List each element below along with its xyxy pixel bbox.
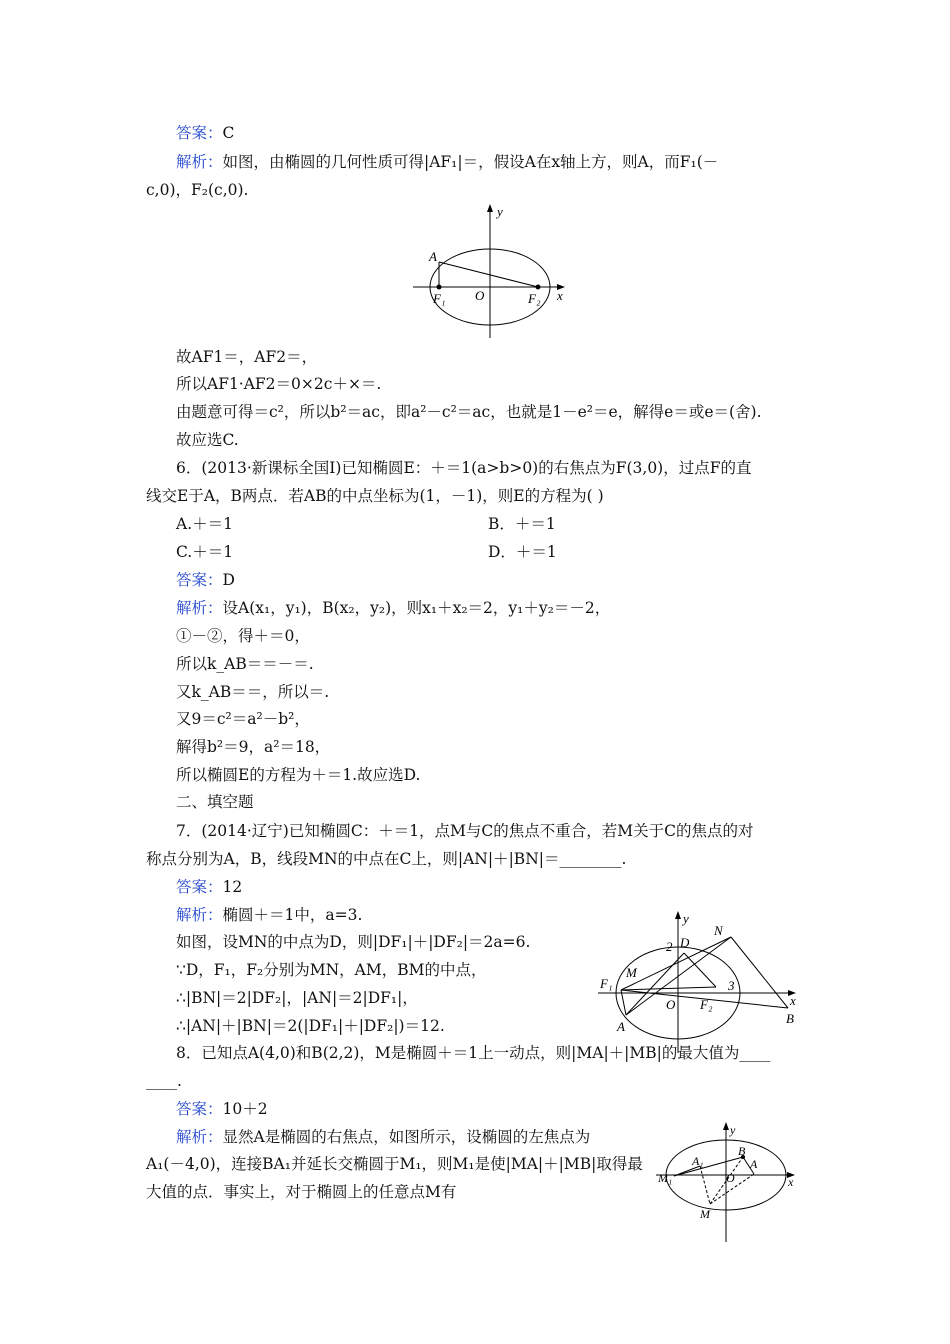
question-7: 7．(2014·辽宁)已知椭圆C：＋＝1，点M与C的焦点不重合，若M关于C的焦点的对 <box>176 822 754 840</box>
point-label-f1: F₁ <box>600 976 613 991</box>
point-label-d: D <box>680 935 690 950</box>
text-line: 线交E于A，B两点．若AB的中点坐标为(1，－1)，则E的方程为( ) <box>146 487 604 505</box>
text-line: ∴|BN|＝2|DF₂|，|AN|＝2|DF₁|， <box>176 989 418 1007</box>
point-label-b: B <box>786 1011 794 1026</box>
text-line: ∴|AN|＋|BN|＝2(|DF₁|＋|DF₂|)＝12. <box>176 1017 445 1035</box>
point-label-a: A <box>617 1019 625 1034</box>
point-label-m: M <box>700 1207 710 1221</box>
question-8: 8．已知点A(4,0)和B(2,2)，M是椭圆＋＝1上一动点，则|MA|＋|MB|的最大值为____ <box>176 1044 771 1062</box>
text-line: c,0)，F₂(c,0). <box>146 181 249 199</box>
answer-line: 答案：10＋2 <box>176 1100 268 1118</box>
text-line: ①－②，得＋＝0， <box>176 627 310 645</box>
point-label-f2: F₂ <box>528 291 541 306</box>
question-6: 6．(2013·新课标全国Ⅰ)已知椭圆E：＋＝1(a>b>0)的右焦点为F(3,0)，过点F的直 <box>176 459 752 477</box>
text-line: A₁(－4,0)，连接BA₁并延长交椭圆于M₁，则M₁是使|MA|＋|MB|取得最 <box>146 1155 643 1173</box>
x-axis-label: x <box>788 1175 794 1189</box>
tick-label-3: 3 <box>728 978 735 993</box>
point-label-a: A <box>750 1157 758 1171</box>
text-line: 解得b²＝9，a²＝18， <box>176 738 331 756</box>
x-axis-label: x <box>790 993 796 1008</box>
y-axis-label: y <box>730 1123 736 1137</box>
text-line: 如图，设MN的中点为D，则|DF₁|＋|DF₂|＝2a=6. <box>176 933 531 951</box>
section-heading: 二、填空题 <box>176 793 254 811</box>
option-c: C.＋＝1 <box>176 543 234 561</box>
origin-label: O <box>726 1171 735 1185</box>
option-d: D．＋＝1 <box>488 543 557 561</box>
analysis-line: 解析：设A(x₁，y₁)，B(x₂，y₂)，则x₁＋x₂＝2，y₁＋y₂＝－2， <box>176 599 611 617</box>
ellipse-figure-2 <box>596 905 806 1055</box>
x-axis-label: x <box>557 288 563 303</box>
answer-line: 答案：D <box>176 571 235 589</box>
text-line: 故AF1＝，AF2＝， <box>176 348 318 366</box>
answer-line: 答案：C <box>176 124 235 142</box>
text-line: 故应选C. <box>176 431 239 449</box>
y-axis-label: y <box>683 911 689 926</box>
text-line: ∵D，F₁，F₂分别为MN，AM，BM的中点， <box>176 961 487 979</box>
option-a: A.＋＝1 <box>176 515 233 533</box>
point-label-m: M <box>626 965 637 980</box>
text-line: 又9＝c²＝a²－b²， <box>176 710 310 728</box>
text-line: 所以AF1·AF2＝0×2c＋×＝. <box>176 375 382 393</box>
tick-label-2: 2 <box>666 939 673 954</box>
ellipse-figure-1 <box>405 200 575 340</box>
point-label-f2: F₂ <box>700 997 713 1012</box>
y-axis-label: y <box>497 204 503 219</box>
point-label-n: N <box>714 923 723 938</box>
option-b: B．＋＝1 <box>488 515 556 533</box>
text-line: 由题意可得＝c²，所以b²＝ac，即a²－c²＝ac，也就是1－e²＝e，解得e＝或e＝(舍). <box>176 403 762 421</box>
text-line: 又k_AB＝＝，所以＝. <box>176 683 330 701</box>
analysis-line: 解析：如图，由椭圆的几何性质可得|AF₁|＝，假设A在x轴上方，则A，而F₁(－ <box>176 153 719 171</box>
text-line: 大值的点．事实上，对于椭圆上的任意点M有 <box>146 1183 457 1201</box>
text-line: 称点分别为A，B，线段MN的中点在C上，则|AN|＋|BN|＝________. <box>146 850 627 868</box>
analysis-line: 解析：椭圆＋＝1中，a=3. <box>176 906 363 924</box>
point-label-b: B <box>738 1144 746 1158</box>
text-line: 所以椭圆E的方程为＋＝1.故应选D. <box>176 766 421 784</box>
ellipse-figure-3 <box>654 1118 804 1244</box>
analysis-line: 解析：显然A是椭圆的右焦点，如图所示，设椭圆的左焦点为 <box>176 1128 591 1146</box>
text-line: 所以k_AB＝＝－＝. <box>176 655 314 673</box>
point-label-a1: A₁ <box>692 1154 704 1168</box>
answer-line: 答案：12 <box>176 878 243 896</box>
origin-label: O <box>475 288 485 303</box>
point-label-a: A <box>429 249 437 264</box>
text-line: ____. <box>146 1072 182 1090</box>
point-label-f1: F₁ <box>433 291 446 306</box>
point-label-m1: M₁ <box>658 1171 673 1185</box>
origin-label: O <box>666 997 676 1012</box>
